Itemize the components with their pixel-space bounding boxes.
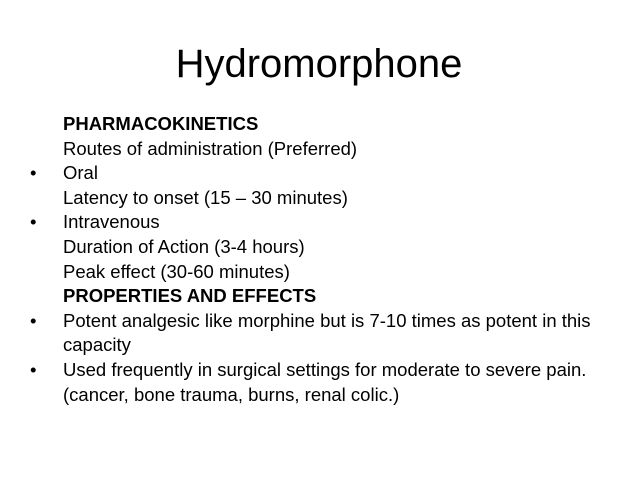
line-text: Intravenous: [63, 211, 160, 233]
text-line-routes: [30, 137, 610, 162]
text-line-duration: [30, 235, 610, 260]
bullet-item-intravenous: [30, 210, 610, 235]
bullet-item-surgical-use: [30, 358, 610, 407]
line-text: PHARMACOKINETICS: [63, 113, 259, 134]
bullet-glyph: •: [30, 211, 37, 233]
bullet-item-potent-analgesic: [30, 309, 610, 358]
bullet-item-oral: [30, 161, 610, 186]
slide-body: [30, 112, 610, 407]
line-text: Duration of Action (3-4 hours): [63, 235, 305, 257]
line-text: Used frequently in surgical settings for moderate to severe pain. (cancer, bone trauma, burns, renal colic.): [63, 358, 587, 405]
section-heading-properties: [30, 284, 610, 309]
line-text: Peak effect (30-60 minutes): [63, 260, 290, 282]
line-text: PROPERTIES AND EFFECTS: [63, 285, 317, 307]
slide-title: Hydromorphone: [175, 42, 463, 86]
line-text: Potent analgesic like morphine but is 7-10 times as potent in this capacity: [63, 309, 591, 356]
line-text: Routes of administration (Preferred): [63, 137, 358, 159]
bullet-glyph: •: [30, 162, 37, 184]
text-line-peak-effect: [30, 260, 610, 285]
bullet-glyph: •: [30, 358, 37, 380]
line-text: Latency to onset (15 – 30 minutes): [63, 186, 348, 208]
bullet-glyph: •: [30, 309, 37, 331]
text-line-latency: [30, 186, 610, 211]
line-text: Oral: [63, 162, 98, 184]
section-heading-pharmacokinetics: [30, 112, 610, 137]
